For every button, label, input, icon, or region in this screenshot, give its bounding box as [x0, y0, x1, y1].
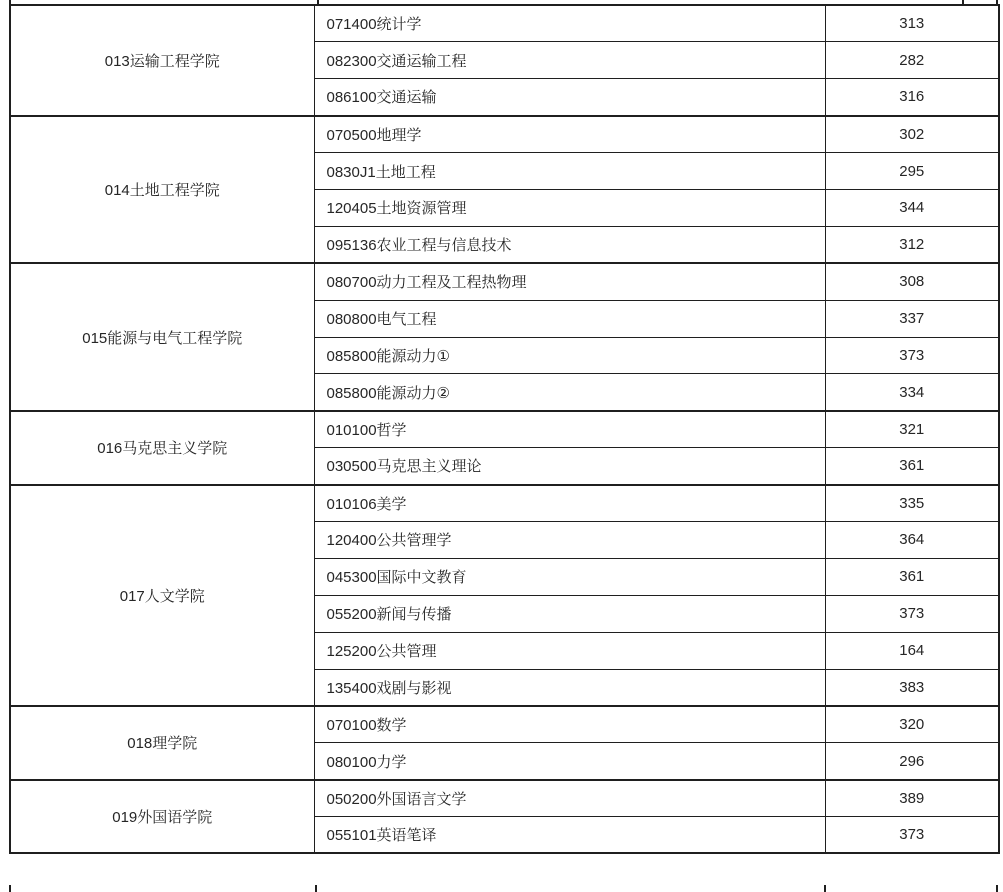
major-cell: 010100哲学 — [314, 411, 825, 448]
major-cell: 135400戏剧与影视 — [314, 669, 825, 706]
score-cell: 296 — [825, 743, 999, 780]
score-cell: 316 — [825, 79, 999, 116]
partial-row-bottom — [0, 885, 1003, 892]
score-cell: 334 — [825, 374, 999, 411]
major-cell: 0830J1土地工程 — [314, 153, 825, 190]
major-cell: 125200公共管理 — [314, 632, 825, 669]
score-cell: 308 — [825, 263, 999, 300]
major-cell: 055101英语笔译 — [314, 817, 825, 854]
column-border-line — [824, 885, 826, 892]
score-cell: 295 — [825, 153, 999, 190]
major-cell: 050200外国语言文学 — [314, 780, 825, 817]
major-cell: 082300交通运输工程 — [314, 42, 825, 79]
score-cell: 337 — [825, 300, 999, 337]
college-cell: 016马克思主义学院 — [10, 411, 314, 485]
table-row — [10, 411, 999, 448]
major-cell: 120400公共管理学 — [314, 521, 825, 558]
score-cell: 373 — [825, 817, 999, 854]
score-cell: 373 — [825, 595, 999, 632]
score-cell: 313 — [825, 5, 999, 42]
score-cell: 335 — [825, 485, 999, 522]
score-cell: 282 — [825, 42, 999, 79]
score-cell: 361 — [825, 558, 999, 595]
major-cell: 030500马克思主义理论 — [314, 448, 825, 485]
table-body — [10, 5, 999, 853]
score-cell: 321 — [825, 411, 999, 448]
score-cell: 164 — [825, 632, 999, 669]
score-cell: 383 — [825, 669, 999, 706]
college-cell: 018理学院 — [10, 706, 314, 780]
score-cell: 389 — [825, 780, 999, 817]
major-cell: 071400统计学 — [314, 5, 825, 42]
college-cell: 014土地工程学院 — [10, 116, 314, 264]
major-cell: 120405土地资源管理 — [314, 189, 825, 226]
score-cell: 373 — [825, 337, 999, 374]
table-row — [10, 263, 999, 300]
score-cell: 302 — [825, 116, 999, 153]
major-cell: 095136农业工程与信息技术 — [314, 226, 825, 263]
college-cell: 017人文学院 — [10, 485, 314, 706]
major-cell: 080700动力工程及工程热物理 — [314, 263, 825, 300]
score-cell: 364 — [825, 521, 999, 558]
major-cell: 085800能源动力① — [314, 337, 825, 374]
table-row — [10, 5, 999, 42]
major-cell: 080100力学 — [314, 743, 825, 780]
table-row — [10, 780, 999, 817]
column-border-line — [9, 885, 11, 892]
admission-score-table — [9, 4, 1000, 854]
major-cell: 070100数学 — [314, 706, 825, 743]
college-cell: 015能源与电气工程学院 — [10, 263, 314, 411]
score-cell: 312 — [825, 226, 999, 263]
major-cell: 080800电气工程 — [314, 300, 825, 337]
college-cell: 019外国语学院 — [10, 780, 314, 854]
column-border-line — [315, 885, 317, 892]
table-row — [10, 706, 999, 743]
score-cell: 320 — [825, 706, 999, 743]
table-row — [10, 485, 999, 522]
column-border-line — [996, 885, 998, 892]
college-cell: 013运输工程学院 — [10, 5, 314, 116]
major-cell: 045300国际中文教育 — [314, 558, 825, 595]
major-cell: 010106美学 — [314, 485, 825, 522]
major-cell: 055200新闻与传播 — [314, 595, 825, 632]
score-cell: 344 — [825, 189, 999, 226]
major-cell: 085800能源动力② — [314, 374, 825, 411]
table-row — [10, 116, 999, 153]
major-cell: 086100交通运输 — [314, 79, 825, 116]
major-cell: 070500地理学 — [314, 116, 825, 153]
score-cell: 361 — [825, 448, 999, 485]
